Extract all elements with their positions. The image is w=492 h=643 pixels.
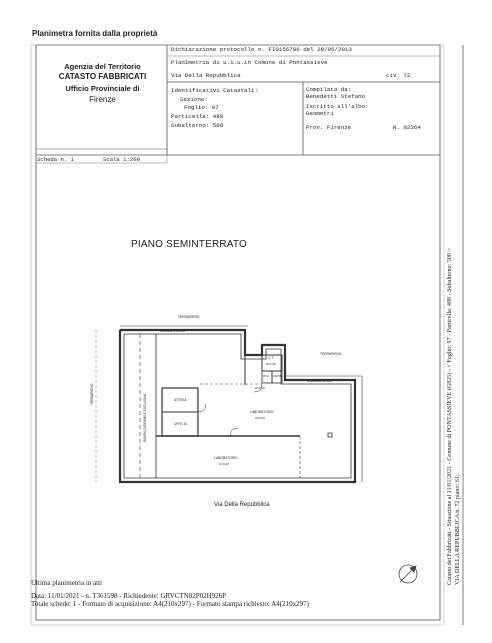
planimetria-text: Planimetria di u.i.u.in Comune di Pontassieve [171,59,328,66]
label-scannafosso-top: SCANNAFOSSO [160,329,186,333]
data-richiedente-text: Data: 11/01/2021 - n. T361598 - Richiedente: GRVCTN82P02H926P [31,592,227,600]
agency-line4: Firenze [89,95,116,104]
label-scannafosso-right: SCANNAFOSSO [307,379,333,383]
agency-line1: Agenzia del Territorio [64,62,141,71]
label-laboratorio-2-height: H=3.00 [219,462,229,466]
civico-text: civ. 72 [386,72,411,79]
agency-line2: CATASTO FABBRICATI [58,72,147,81]
side-text-line2: VIA DELLA REPUBBLICA n. 72 piano: S1; [455,474,461,585]
totale-schede-text: Totale schede: 1 - Formato di acquisizione: A4(210x297) - Formato stampa richiesto: A4(210x297) [31,600,309,608]
scala-text: Scala 1:200 [103,156,140,163]
label-wc: W.C. [263,374,270,378]
numero-text: N. 02364 [393,124,421,131]
label-ufficio: UFFICIO [174,422,188,426]
provincia-text: Prov. Firenze [306,124,352,131]
albo-text: Geometri [306,110,334,117]
plan-title: PIANO SEMINTERRATO [131,239,248,250]
label-terrapieno-right: TERRAPIENO [320,352,342,356]
north-arrow-icon [399,565,417,583]
compilatore-text: Benedetti Stefano [306,93,366,100]
label-ct: C.T. [268,356,274,360]
side-text-line1: Catasto dei Fabbricati - Situazione al 11/01/2021 - Comune di PONTASSIEVE (G825) - < Foglio: 97 - Particella: 488 - Subalterno: 500 > [447,248,453,585]
iscritto-label: Iscritto all'albo: [306,103,369,110]
label-laboratorio-1: LABORATORIO [250,410,274,414]
particella-text: Particella: 488 [171,113,224,120]
foglio-text: Foglio: 97 [184,104,219,111]
label-terrapieno-top: TERRAPIENO [178,315,200,319]
label-rampa: RAMPA CARRABILE ESCLUSIVA [143,393,147,442]
label-antibagno: ANTIB. [273,374,283,378]
label-laboratorio-2: LABORATORIO [214,456,238,460]
agency-line3: Ufficio Provinciale di [65,84,140,93]
ultima-planimetria-text: Ultima planimetria in atti [31,579,102,587]
sezione-text: Sezione: [180,96,208,103]
identificativi-label: Identificativi Catastali: [171,87,258,94]
street-label: Via Della Repubblica [214,502,270,508]
scheda-text: Scheda n. 1 [37,156,74,163]
page-heading: Planimetra fornita dalla proprietà [32,29,158,38]
label-terrapieno-left: TERRAPIENO [90,383,94,405]
label-small-height: H=2.30 [255,386,265,390]
label-laboratorio-1-height: H=3.00 [255,416,265,420]
subalterno-text: Subalterno: 500 [171,122,224,129]
dichiarazione-text: Dichiarazione protocollo n. FI0156786 del 28/05/2013 [171,46,352,53]
label-ct-height: H=2.30 [266,362,276,366]
compilata-label: Compilata da: [306,86,352,93]
label-attesa: ATTESA [174,398,187,402]
via-text: Via Della Repubblica [171,72,241,79]
